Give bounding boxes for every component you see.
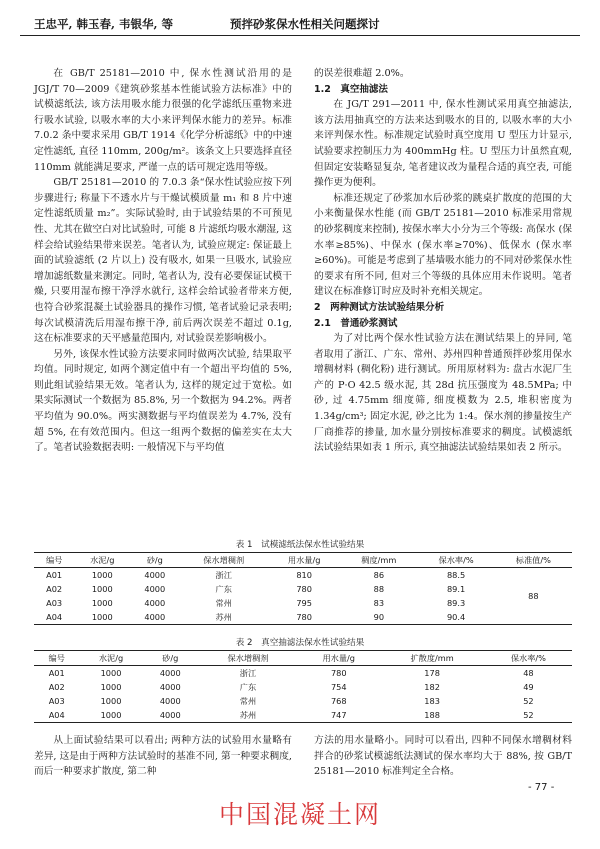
table2-caption: 表 2 真空抽滤法保水性试验结果	[235, 638, 365, 648]
paragraph: 标准还规定了砂浆加水后砂浆的跳桌扩散度的范围的大小来衡量保水性能 (而 GB/T 25181—2010 标准采用常规的砂浆稠度来控制), 按保水率大小分为三个等级: 高保水 (保水率≥85%)、中保水 (保水率≥70%)、低保水 (保水率≥60%)。可能是考虑到了基墙吸水能力的不同对砂浆保水性的要求有所不同, 但对三个等级的具体应用未作说明。笔者建议在标准修订时应及时补充相关规定。	[314, 192, 572, 298]
table-row	[34, 610, 572, 625]
paragraph: 在 JG/T 291—2011 中, 保水性测试采用真空抽滤法, 该方法用抽真空的方法来达到吸水的目的, 以吸水率的大小来评判保水性。标准规定试验时真空度用 U 型压力计显示, 试验要求控制压力为 400mmHg 柱。U 型压力计虽然直观, 但固定安装略显复杂, 笔者建议改为量程合适的真空表, 可能操作更为便利。	[314, 99, 572, 189]
table-cell: 780	[330, 668, 347, 678]
running-header	[20, 13, 580, 36]
table-row	[34, 596, 572, 610]
table-cell: A01	[46, 570, 63, 580]
table-cell: 浙江	[239, 667, 257, 678]
column-header: 保水增稠剂	[203, 554, 245, 565]
table-cell: 1000	[91, 598, 113, 608]
table-cell: 1000	[100, 668, 122, 678]
table-cell: 52	[523, 696, 534, 706]
column-header: 保水率/%	[510, 652, 546, 663]
column-header: 编号	[48, 652, 65, 663]
table-cell: 苏州	[215, 611, 232, 622]
table-row	[34, 568, 572, 583]
table-cell: 4000	[159, 710, 181, 720]
table-cell: 常州	[239, 695, 257, 706]
table-cell: 188	[424, 710, 440, 720]
header-authors: 王忠平, 韩玉春, 韦银华, 等	[34, 17, 174, 31]
table-cell: 90.4	[446, 612, 466, 622]
bottom-left-column	[34, 733, 292, 780]
column-header: 编号	[45, 554, 63, 565]
table-cell: 88.5	[446, 570, 466, 580]
table-row	[34, 582, 572, 596]
table-cell: 795	[296, 598, 312, 608]
table-row	[34, 708, 572, 723]
table-cell: 4000	[144, 570, 166, 580]
paragraph: GB/T 25181—2010 的 7.0.3 条“保水性试验应按下列步骤进行; 称量下不透水片与干燥试模质量 m₁ 和 8 片中速定性滤纸质量 m₂”。实际试验时, 由于试验结果的不可预见性、尤其在做空白对比试验时, 可能 8 片滤纸均吸水潮湿, 这样会给试验结果带来误差。笔者认为, 试验应规定: 保证最上面的试验滤纸 (2 片以上) 没有吸水, 如果一旦吸水, 试验应增加滤纸数量来测定。同时, 笔者认为, 没有必要保证试模干燥, 只要用湿布擦干净浮水就行, 这样会给试验者带来方便, 也符合砂浆混凝土试验器具的操作习惯, 笔者试验记录表明; 每次试模清洗后用湿布擦干净, 前后两次误差不超过 0.1g, 这在标准要求的天平感量范围内, 对试验误差影响极小。	[34, 177, 292, 345]
table-cell: 88	[373, 584, 385, 594]
right-column	[314, 66, 572, 456]
table-cell: A04	[48, 710, 65, 720]
table-cell: 苏州	[239, 709, 257, 720]
column-header: 稠度/mm	[361, 554, 397, 565]
table-cell: 4000	[159, 682, 181, 692]
table-cell: A03	[48, 696, 65, 706]
standard-value-cell: 88	[528, 591, 539, 601]
page-number: - 77 -	[528, 782, 555, 793]
table-row	[34, 666, 572, 681]
paragraph: 方法的用水量略小。同时可以看出, 四种不同保水增稠材料拌合的砂浆试模滤纸法测试的保水率均大于 88%, 按 GB/T 25181—2010 标准判定全合格。	[314, 735, 572, 778]
table-row	[34, 680, 572, 694]
column-header: 砂/g	[146, 554, 163, 565]
table-header-row	[34, 651, 572, 666]
table-cell: 89.3	[446, 598, 466, 608]
table-cell: 1000	[91, 612, 113, 622]
section-heading-1-2: 1.2 真空抽滤法	[314, 83, 388, 95]
table-cell: 90	[373, 612, 385, 622]
table-cell: A02	[46, 584, 63, 594]
column-header: 用水量/g	[322, 652, 356, 663]
table-cell: 常州	[215, 597, 232, 608]
table-cell: 49	[523, 682, 534, 692]
table-cell: 83	[373, 598, 385, 608]
site-watermark: 中国混凝土网	[218, 800, 381, 829]
column-header: 水泥/g	[90, 554, 115, 565]
header-title: 预拌砂浆保水性相关问题探讨	[230, 17, 380, 31]
table-header-row	[34, 553, 572, 568]
table-cell: 89.1	[446, 584, 466, 594]
paragraph: 从上面试验结果可以看出; 两种方法的试验用水量略有差异, 这是由于两种方法试验时的基准不同, 第一种要求稠度, 而后一种要求扩散度, 第二种	[34, 735, 292, 778]
table-cell: A03	[46, 598, 63, 608]
paragraph: 另外, 该保水性试验方法要求同时做两次试验, 结果取平均值。同时规定, 如两个测定值中有一个超出平均值的 5%, 则此组试验结果无效。笔者认为, 这样的规定过于宽松。如果实际测试一个数据为 85.8%, 另一个数据为 94.2%。两者平均值为 90.0%。两实测数据与平均值误差为 4.7%, 没有超 5%, 在有效范围内。但这一组两个数据的偏差实在太大了。笔者试验数据表明: 一般情况下与平均值	[34, 348, 292, 454]
section-heading-2: 2 两种测试方法试验结果分析	[314, 301, 445, 313]
table-cell: 754	[330, 682, 347, 692]
table-cell: 48	[523, 668, 534, 678]
table-cell: 183	[424, 696, 440, 706]
column-header: 砂/g	[162, 652, 179, 663]
paragraph: 为了对比两个保水性试验方法在测试结果上的异同, 笔者取用了浙江、广东、常州、苏州四种普通预拌砂浆用保水增稠材料 (稠化粉) 进行测试。所用原材料为: 盘古水泥厂生产的 P·O 42.5 级水泥, 其 28d 抗压强度为 48.5MPa; 中砂, 过 4.75mm 细度筛, 细度模数为 2.5, 堆积密度为 1.34g/cm³; 固定水泥, 砂之比为 1:4。保水剂的掺量按生产厂商推荐的掺量, 加水量分别按标准要求的稠度。试模滤纸法试验结果如表 1 所示, 真空抽滤法试验结果如表 2 所示。	[314, 333, 572, 454]
table-cell: 4000	[144, 584, 166, 594]
table-cell: A01	[48, 668, 65, 678]
table-cell: 4000	[144, 612, 166, 622]
paragraph-continuation: 的误差很难超 2.0%。	[314, 68, 410, 79]
column-header: 保水增稠剂	[227, 652, 269, 663]
table-cell: 浙江	[215, 569, 232, 580]
column-header: 保水率/%	[438, 554, 474, 565]
table-cell: 4000	[159, 696, 181, 706]
table-cell: 178	[424, 668, 440, 678]
table-cell: 52	[523, 710, 534, 720]
table-row	[34, 694, 572, 708]
table-cell: 747	[330, 710, 347, 720]
table-cell: 780	[296, 584, 312, 594]
column-header: 水泥/g	[98, 652, 124, 663]
table-cell: 1000	[100, 696, 122, 706]
table-cell: 广东	[215, 583, 232, 594]
column-header: 用水量/g	[287, 554, 321, 565]
table1	[34, 552, 572, 625]
section-heading-2-1: 2.1 普通砂浆测试	[314, 317, 398, 329]
column-header: 标准值/%	[515, 554, 551, 565]
left-column	[34, 66, 292, 456]
table-cell: 182	[424, 682, 440, 692]
table-cell: 1000	[91, 584, 113, 594]
table-cell: 4000	[144, 598, 166, 608]
table-cell: 4000	[159, 668, 181, 678]
table1-caption: 表 1 试模滤纸法保水性试验结果	[235, 540, 365, 550]
bottom-right-column	[314, 733, 572, 780]
table-cell: 780	[296, 612, 312, 622]
table-cell: 1000	[100, 682, 122, 692]
table-cell: 广东	[239, 681, 257, 692]
table-cell: 1000	[91, 570, 113, 580]
paragraph: 在 GB/T 25181—2010 中, 保水性测试沿用的是 JGJ/T 70—2009《建筑砂浆基本性能试验方法标准》中的试模滤纸法, 该方法用吸水能力很强的化学滤纸压重物来进行吸水试验, 以吸水率的大小来评判保水能力的差异。标准 7.0.2 条中要求采用 GB/T 1914《化学分析滤纸》中的中速定性滤纸, 直径 110mm, 200g/m²。该条文上只要选择直径 110mm 就能满足要求, 严谨一点的话可规定选用等级。	[34, 68, 292, 173]
table-cell: A02	[48, 682, 65, 692]
table-cell: A04	[46, 612, 63, 622]
table-cell: 1000	[100, 710, 122, 720]
table-cell: 768	[330, 696, 347, 706]
column-header: 扩散度/mm	[410, 652, 454, 663]
table2	[34, 650, 572, 723]
table-cell: 810	[296, 570, 312, 580]
table-cell: 86	[373, 570, 385, 580]
